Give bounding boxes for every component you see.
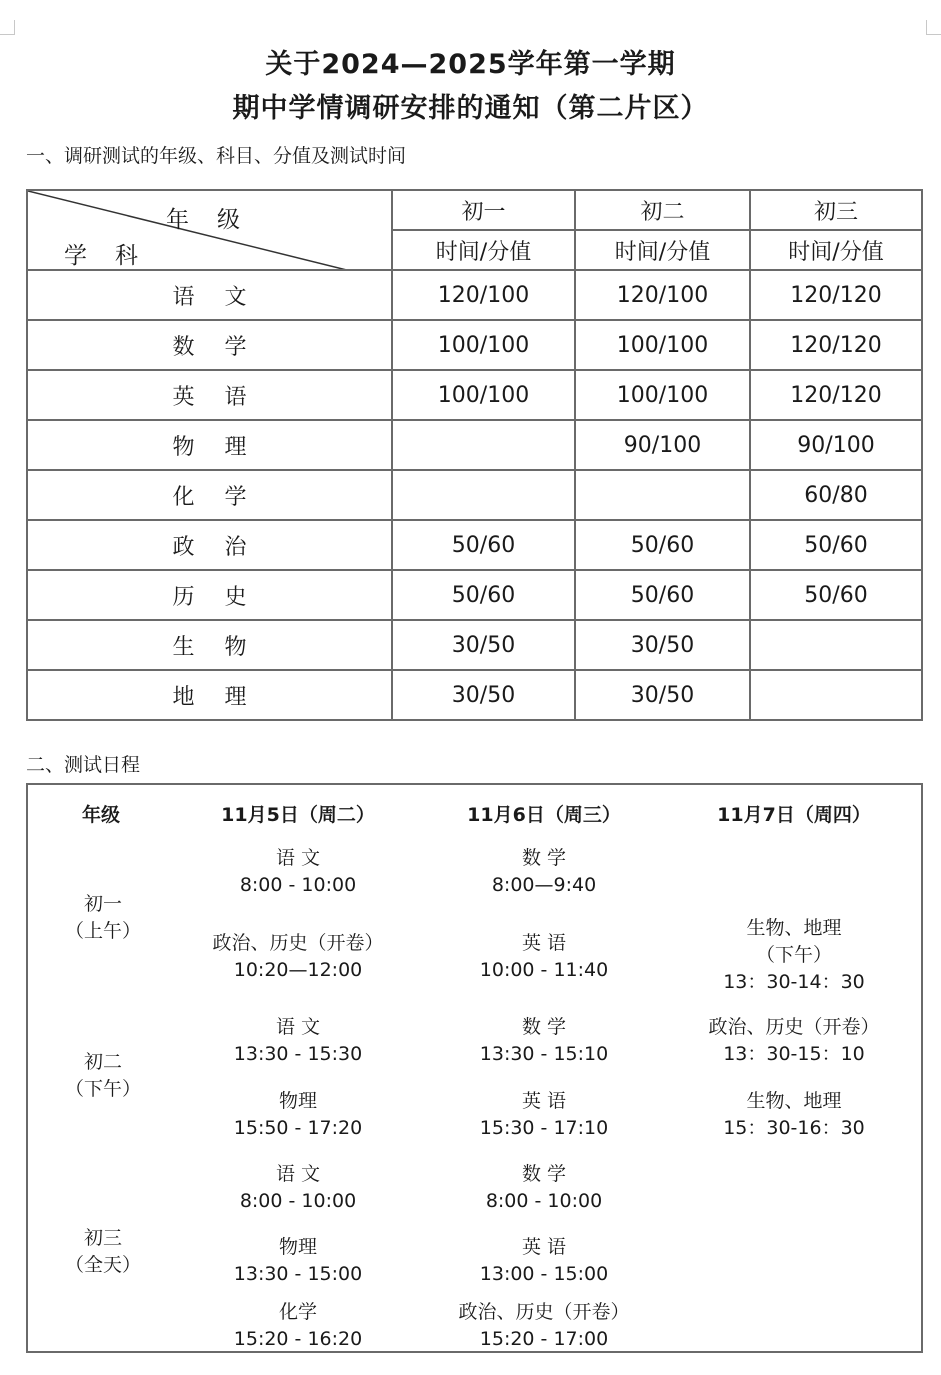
section1-heading: 一、调研测试的年级、科目、分值及测试时间: [26, 145, 407, 167]
diagonal-header-cell: [27, 190, 392, 270]
page-corner-mark-left: [0, 20, 15, 35]
value-cell: 100/100: [575, 370, 750, 420]
schedule-slot: 英 语 10:00 - 11:40: [479, 932, 609, 981]
schedule-slot: 物理 13:30 - 15:00: [233, 1236, 363, 1285]
grade-label-g1: 初一 （上午）: [64, 893, 141, 942]
subheader-cell: 时间/分值: [750, 230, 922, 270]
value-cell: 120/120: [750, 370, 922, 420]
value-cell: 100/100: [392, 370, 575, 420]
subject-cell: 生物: [27, 620, 392, 670]
schedule-slot: 语 文 13:30 - 15:30: [233, 1016, 363, 1065]
value-cell: 90/100: [575, 420, 750, 470]
schedule-slot: 物理 15:50 - 17:20: [233, 1090, 363, 1139]
schedule-slot: 生物、地理 15：30-16：30: [723, 1090, 865, 1139]
table-row: [27, 520, 922, 570]
schedule-box: [26, 783, 923, 1353]
schedule-slot: 英 语 15:30 - 17:10: [479, 1090, 609, 1139]
value-cell: 50/60: [392, 520, 575, 570]
grade-label-g2: 初二 （下午）: [64, 1051, 141, 1100]
grade-label-g3: 初三 （全天）: [64, 1227, 141, 1276]
value-cell: 30/50: [575, 670, 750, 720]
schedule-header-day1: 11月5日（周二）: [221, 804, 375, 826]
subject-score-table: [26, 189, 923, 721]
table-row: [27, 470, 922, 520]
value-cell: 120/120: [750, 320, 922, 370]
value-cell: 50/60: [575, 570, 750, 620]
table-header-row: [27, 190, 922, 230]
grade-header: 初一: [392, 190, 575, 230]
schedule-slot: 数 学 8:00—9:40: [491, 847, 597, 896]
corner-label-grade: 年级: [166, 207, 268, 233]
schedule-slot: 数 学 8:00 - 10:00: [485, 1163, 603, 1212]
schedule-slot: 语 文 8:00 - 10:00: [239, 847, 357, 896]
section2-heading: 二、测试日程: [26, 754, 141, 776]
corner-label-subject: 学科: [64, 243, 166, 269]
subject-cell: 物理: [27, 420, 392, 470]
value-cell: 120/100: [392, 270, 575, 320]
value-cell: 30/50: [392, 620, 575, 670]
value-cell: 100/100: [392, 320, 575, 370]
subheader-cell: 时间/分值: [575, 230, 750, 270]
page-corner-mark-right: [926, 20, 941, 35]
table-row: [27, 620, 922, 670]
value-cell: 30/50: [392, 670, 575, 720]
subject-cell: 地理: [27, 670, 392, 720]
document-title-line2: 期中学情调研安排的通知（第二片区）: [232, 93, 709, 124]
value-cell: 50/60: [575, 520, 750, 570]
schedule-slot: 数 学 13:30 - 15:10: [479, 1016, 609, 1065]
subject-cell: 语文: [27, 270, 392, 320]
value-cell: 120/100: [575, 270, 750, 320]
value-cell: 50/60: [750, 570, 922, 620]
schedule-slot: 语 文 8:00 - 10:00: [239, 1163, 357, 1212]
subject-cell: 英语: [27, 370, 392, 420]
value-cell: [392, 420, 575, 470]
schedule-header-day3: 11月7日（周四）: [717, 804, 871, 826]
value-cell: 50/60: [392, 570, 575, 620]
schedule-slot: 政治、历史（开卷） 13：30-15：10: [708, 1016, 880, 1065]
schedule-slot: 英 语 13:00 - 15:00: [479, 1236, 609, 1285]
subject-cell: 化学: [27, 470, 392, 520]
schedule-header-grade: 年级: [81, 804, 120, 826]
table-row: [27, 320, 922, 370]
subject-cell: 历史: [27, 570, 392, 620]
value-cell: [750, 620, 922, 670]
value-cell: 50/60: [750, 520, 922, 570]
value-cell: 90/100: [750, 420, 922, 470]
table-row: [27, 270, 922, 320]
table-row: [27, 570, 922, 620]
schedule-slot: 政治、历史（开卷） 15:20 - 17:00: [458, 1301, 630, 1350]
value-cell: [392, 470, 575, 520]
value-cell: [750, 670, 922, 720]
value-cell: 60/80: [750, 470, 922, 520]
schedule-slot: 政治、历史（开卷） 10:20—12:00: [212, 932, 384, 981]
document-title-line1: 关于2024—2025学年第一学期: [265, 49, 676, 80]
value-cell: 120/120: [750, 270, 922, 320]
grade-header: 初三: [750, 190, 922, 230]
schedule-slot: 化学 15:20 - 16:20: [233, 1301, 363, 1350]
schedule-slot: 生物、地理 （下午） 13：30-14：30: [723, 917, 865, 993]
table-row: [27, 420, 922, 470]
subheader-cell: 时间/分值: [392, 230, 575, 270]
table-row: [27, 370, 922, 420]
schedule-header-day2: 11月6日（周三）: [467, 804, 621, 826]
value-cell: 30/50: [575, 620, 750, 670]
value-cell: 100/100: [575, 320, 750, 370]
table-row: [27, 670, 922, 720]
value-cell: [575, 470, 750, 520]
subject-cell: 数学: [27, 320, 392, 370]
subject-cell: 政治: [27, 520, 392, 570]
grade-header: 初二: [575, 190, 750, 230]
